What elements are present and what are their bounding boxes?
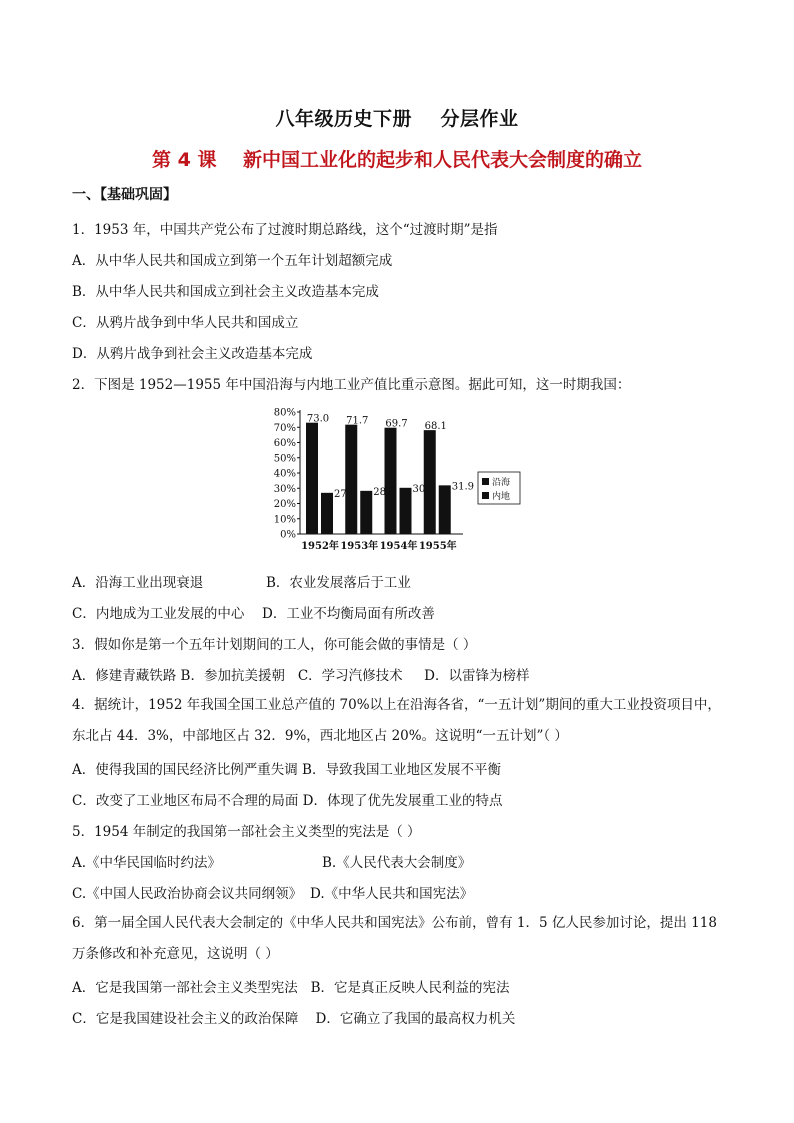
question-3-options[interactable]: A．修建青藏铁路 B．参加抗美援朝 C．学习汽修技术 D．以雷锋为榜样: [72, 668, 530, 684]
question-1-option-c[interactable]: C．从鸦片战争到中华人民共和国成立: [72, 315, 299, 331]
y-tick-label: 20%: [273, 499, 296, 510]
question-1-option-d[interactable]: D．从鸦片战争到社会主义改造基本完成: [72, 346, 313, 362]
data-label: 73.0: [306, 413, 330, 425]
data-label: 30.3: [412, 483, 435, 495]
section-heading: 一、【基础巩固】: [72, 187, 177, 203]
lesson-subtitle: 第 4 课 新中国工业化的起步和人民代表大会制度的确立: [152, 149, 642, 171]
industry-share-chart: [268, 404, 528, 564]
question-1-option-b[interactable]: B．从中华人民共和国成立到社会主义改造基本完成: [72, 284, 379, 300]
bar-内地-1952年: [321, 493, 333, 534]
question-4-options-cd[interactable]: C．改变了工业地区布局不合理的局面 D．体现了优先发展重工业的特点: [72, 793, 503, 809]
legend-label: 沿海: [492, 478, 511, 488]
question-5-option-a[interactable]: A.《中华民国临时约法》: [72, 855, 222, 871]
y-tick-label: 60%: [273, 438, 296, 449]
y-tick-label: 70%: [273, 422, 296, 434]
bar-沿海-1955年: [424, 430, 436, 534]
question-6-options-ab[interactable]: A．它是我国第一部社会主义类型宪法 B．它是真正反映人民利益的宪法: [72, 980, 510, 996]
x-tick-label: 1953年: [340, 541, 379, 552]
bar-内地-1954年: [400, 488, 412, 534]
question-6-options-cd[interactable]: C．它是我国建设社会主义的政治保障 D．它确立了我国的最高权力机关: [72, 1011, 516, 1027]
data-label: 28.3: [373, 486, 396, 498]
question-1-stem: 1．1953 年，中国共产党公布了过渡时期总路线，这个“过渡时期”是指: [72, 222, 498, 238]
bar-内地-1953年: [360, 491, 372, 534]
question-2-option-a[interactable]: A．沿海工业出现衰退: [72, 575, 204, 591]
data-label: 31.9: [451, 481, 475, 493]
question-5-stem: 5．1954 年制定的我国第一部社会主义类型的宪法是（ ）: [72, 824, 421, 840]
question-5-option-d[interactable]: D.《中华人民共和国宪法》: [310, 886, 474, 902]
question-4-options-ab[interactable]: A．使得我国的国民经济比例严重失调 B．导致我国工业地区发展不平衡: [72, 762, 501, 778]
question-2-option-d[interactable]: D．工业不均衡局面有所改善: [262, 606, 435, 622]
y-tick-label: 30%: [273, 483, 296, 495]
question-4-stem: 4．据统计，1952 年我国全国工业总产值的 70%以上在沿海各省，“一五计划”期间的重大工业投资项目中，东北占 44．3%，中部地区占 32．9%，西北地区占 20%。这说明“一五计划”（ ）: [72, 697, 721, 744]
bar-内地-1955年: [439, 485, 451, 534]
x-tick-label: 1954年: [379, 541, 418, 552]
data-label: 27.0: [334, 488, 357, 500]
question-2-option-b[interactable]: B．农业发展落后于工业: [266, 575, 411, 591]
y-tick-label: 40%: [273, 468, 296, 480]
data-label: 68.1: [424, 421, 447, 433]
data-label: 69.7: [385, 418, 408, 430]
question-5-option-c[interactable]: C.《中国人民政治协商会议共同纲领》: [72, 886, 303, 902]
y-tick-label: 10%: [273, 514, 296, 526]
question-2-option-c[interactable]: C．内地成为工业发展的中心: [72, 606, 245, 622]
y-tick-label: 80%: [273, 407, 296, 419]
x-tick-label: 1952年: [301, 541, 339, 552]
question-6-stem: 6．第一届全国人民代表大会制定的《中华人民共和国宪法》公布前，曾有 1．5 亿人民参加讨论，提出 118 万条修改和补充意见，这说明（ ）: [72, 915, 717, 962]
question-5-option-b[interactable]: B.《人民代表大会制度》: [322, 855, 472, 871]
y-tick-label: 0%: [280, 529, 296, 541]
legend-label: 内地: [492, 492, 511, 502]
question-3-stem: 3．假如你是第一个五年计划期间的工人，你可能会做的事情是（ ）: [72, 637, 477, 653]
y-tick-label: 50%: [273, 453, 296, 465]
legend-swatch: [482, 478, 489, 485]
question-1-option-a[interactable]: A．从中华人民共和国成立到第一个五年计划超额完成: [72, 253, 393, 269]
bar-沿海-1952年: [306, 423, 318, 534]
legend-swatch: [482, 492, 489, 499]
bar-沿海-1954年: [385, 428, 397, 534]
data-label: 71.7: [346, 415, 369, 427]
bar-沿海-1953年: [345, 425, 357, 534]
x-tick-label: 1955年: [418, 541, 457, 552]
page-title: 八年级历史下册 分层作业: [275, 108, 519, 130]
question-2-stem: 2．下图是 1952—1955 年中国沿海与内地工业产值比重示意图。据此可知，这一时期我国：: [72, 377, 631, 393]
